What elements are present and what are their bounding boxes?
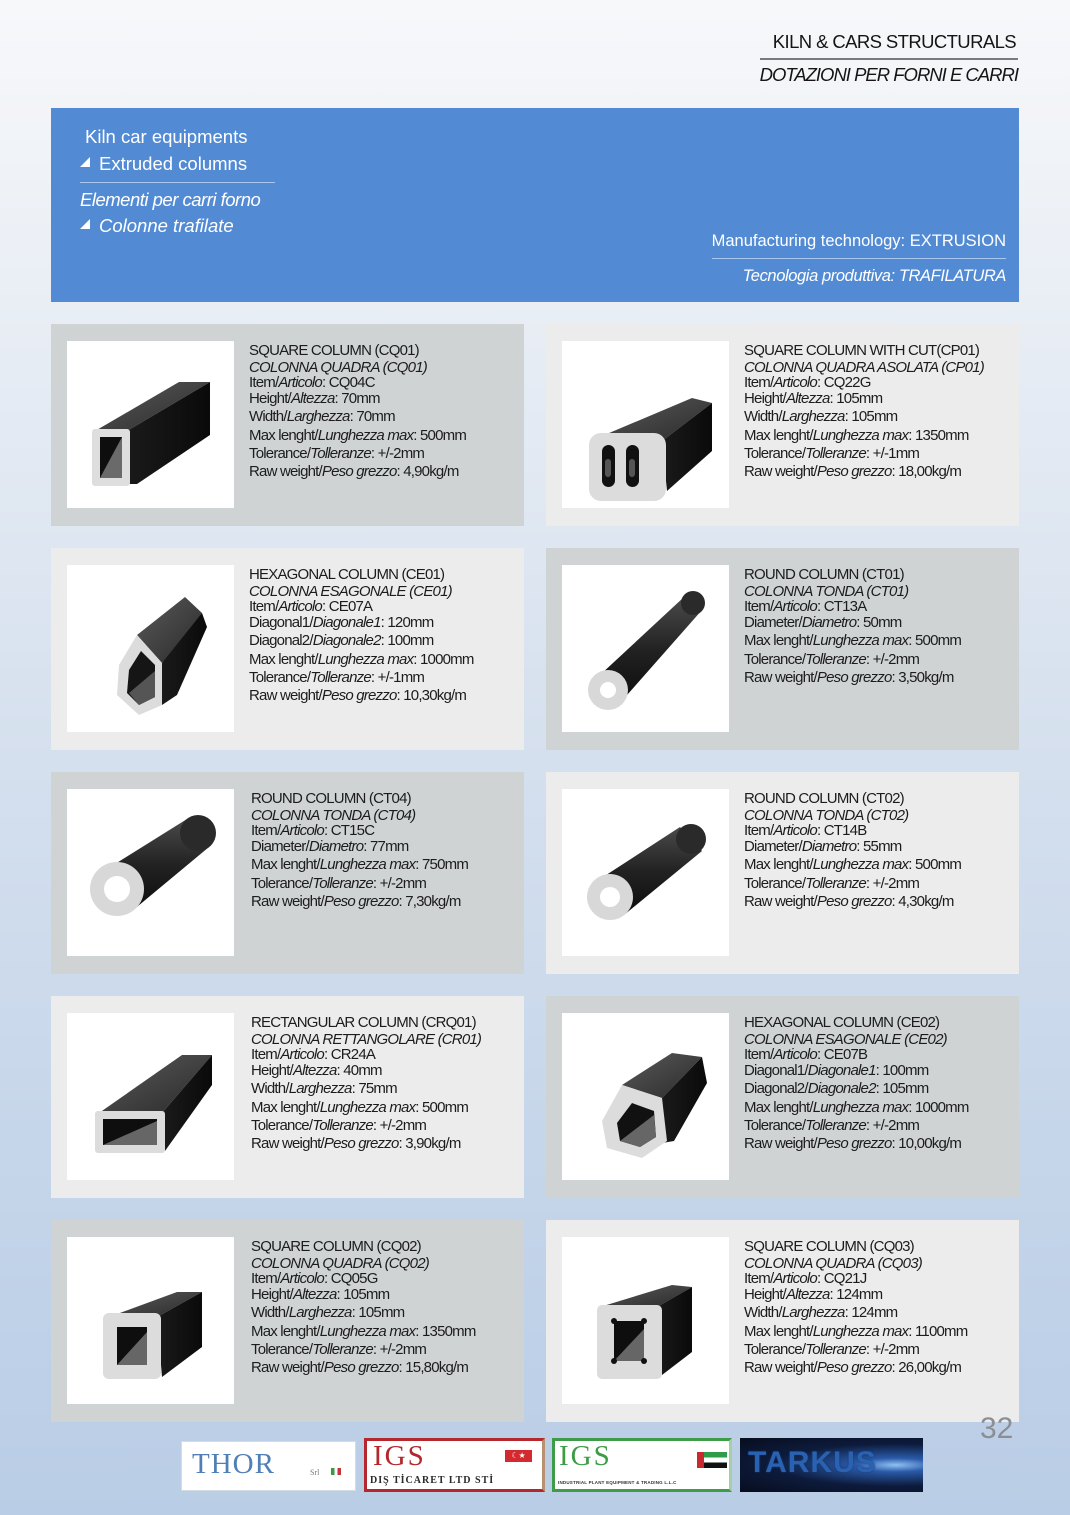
product-card: SQUARE COLUMN (CQ02) COLONNA QUADRA (CQ02) Item/Articolo: CQ05G Height/Altezza: 105mm Width/Larghezza: 105mm Max lenght/Lunghezza max: 1350mm Tolerance/Tolleranze: +/-2mm Raw weight/Peso grezzo: 15,80kg/m: [51, 1220, 524, 1422]
section-subtitle: DOTAZIONI PER FORNI E CARRI: [759, 64, 1018, 85]
product-name-it: COLONNA ESAGONALE (CE01): [249, 583, 452, 601]
product-name-en: RECTANGULAR COLUMN (CRQ01): [251, 1014, 476, 1031]
hexagonal-tube-icon: [562, 1013, 729, 1180]
subcategory-en: Extruded columns: [99, 153, 248, 174]
product-name-en: ROUND COLUMN (CT01): [744, 566, 904, 583]
triangle-bullet-icon: [80, 157, 90, 167]
product-name-en: ROUND COLUMN (CT02): [744, 790, 904, 807]
product-name-it: COLONNA TONDA (CT04): [251, 807, 416, 825]
product-name-it: COLONNA QUADRA (CQ03): [744, 1255, 922, 1273]
product-name-it: COLONNA QUADRA ASOLATA (CP01): [744, 359, 984, 377]
product-card: RECTANGULAR COLUMN (CRQ01) COLONNA RETTANGOLARE (CR01) Item/Articolo: CR24A Height/Altezza: 40mm Width/Larghezza: 75mm Max lenght/Lunghezza max: 500mm Tolerance/Tolleranze: +/-2mm Raw weight/Peso grezzo: 3,90kg/m: [51, 996, 524, 1198]
turkey-flag-icon: ☾★: [505, 1450, 532, 1462]
tarkus-logo: TARKUS: [740, 1438, 923, 1492]
item-code: CQ21J: [823, 1270, 867, 1288]
round-tube-icon: [67, 789, 234, 956]
italy-flag-icon: [331, 1468, 341, 1475]
round-tube-icon: [562, 789, 729, 956]
item-code: CE07A: [328, 598, 373, 616]
product-card: SQUARE COLUMN (CQ01) COLONNA QUADRA (CQ01) Item/Articolo: CQ04C Height/Altezza: 70mm Width/Larghezza: 70mm Max lenght/Lunghezza max: 500mm Tolerance/Tolleranze: +/-2mm Raw weight/Peso grezzo: 4,90kg/m: [51, 324, 524, 526]
section-title: KILN & CARS STRUCTURALS: [760, 31, 1018, 60]
item-code: CQ05G: [330, 1270, 378, 1288]
product-card: SQUARE COLUMN WITH CUT(CP01) COLONNA QUADRA ASOLATA (CP01) Item/Articolo: CQ22G Height/Altezza: 105mm Width/Larghezza: 105mm Max lenght/Lunghezza max: 1350mm Tolerance/Tolleranze: +/-1mm Raw weight/Peso grezzo: 18,00kg/m: [546, 324, 1019, 526]
rectangular-tube-icon: [67, 1013, 234, 1180]
partner-logos: [0, 1438, 1070, 1493]
square-tube-icon: [67, 341, 234, 508]
item-code: CT13A: [823, 598, 867, 616]
product-card: HEXAGONAL COLUMN (CE01) COLONNA ESAGONALE (CE01) Item/Articolo: CE07A Diagonal1/Diagonale1: 120mm Diagonal2/Diagonale2: 100mm Max lenght/Lunghezza max: 1000mm Tolerance/Tolleranze: +/-1mm Raw weight/Peso grezzo: 10,30kg/m: [51, 548, 524, 750]
product-name-en: SQUARE COLUMN (CQ03): [744, 1238, 914, 1255]
product-name-en: SQUARE COLUMN (CQ02): [251, 1238, 421, 1255]
item-code: CR24A: [330, 1046, 376, 1064]
product-name-it: COLONNA QUADRA (CQ02): [251, 1255, 429, 1273]
technology-it: Tecnologia produttiva: TRAFILATURA: [742, 267, 1006, 285]
product-name-it: COLONNA TONDA (CT01): [744, 583, 909, 601]
product-name-en: HEXAGONAL COLUMN (CE01): [249, 566, 445, 583]
product-name-it: COLONNA TONDA (CT02): [744, 807, 909, 825]
igs-turkey-logo: IGS ☾★ DIŞ TİCARET LTD STİ: [364, 1438, 545, 1492]
product-name-it: COLONNA ESAGONALE (CE02): [744, 1031, 947, 1049]
thor-logo: THOR Srl: [181, 1441, 356, 1491]
item-code: CQ22G: [823, 374, 871, 392]
product-name-it: COLONNA QUADRA (CQ01): [249, 359, 427, 377]
product-card: HEXAGONAL COLUMN (CE02) COLONNA ESAGONALE (CE02) Item/Articolo: CE07B Diagonal1/Diagonale1: 100mm Diagonal2/Diagonale2: 105mm Max lenght/Lunghezza max: 1000mm Tolerance/Tolleranze: +/-2mm Raw weight/Peso grezzo: 10,00kg/m: [546, 996, 1019, 1198]
uae-flag-icon: [697, 1452, 727, 1468]
category-banner: [51, 108, 1019, 302]
slotted-square-tube-icon: [562, 341, 729, 508]
product-card: SQUARE COLUMN (CQ03) COLONNA QUADRA (CQ03) Item/Articolo: CQ21J Height/Altezza: 124mm Width/Larghezza: 124mm Max lenght/Lunghezza max: 1100mm Tolerance/Tolleranze: +/-2mm Raw weight/Peso grezzo: 26,00kg/m: [546, 1220, 1019, 1422]
page-number: 32: [980, 1412, 1014, 1445]
square-tube-icon: [562, 1237, 729, 1404]
item-code: CQ04C: [328, 374, 375, 392]
item-code: CE07B: [823, 1046, 868, 1064]
category-en: Kiln car equipments: [85, 126, 248, 147]
product-card: ROUND COLUMN (CT02) COLONNA TONDA (CT02) Item/Articolo: CT14B Diameter/Diametro: 55mm Max lenght/Lunghezza max: 500mm Tolerance/Tolleranze: +/-2mm Raw weight/Peso grezzo: 4,30kg/m: [546, 772, 1019, 974]
hexagonal-tube-icon: [67, 565, 234, 732]
product-name-it: COLONNA RETTANGOLARE (CR01): [251, 1031, 482, 1049]
triangle-bullet-icon: [80, 219, 90, 229]
category-it: Elementi per carri forno: [80, 189, 261, 210]
product-name-en: SQUARE COLUMN WITH CUT(CP01): [744, 342, 980, 359]
product-name-en: ROUND COLUMN (CT04): [251, 790, 411, 807]
item-code: CT14B: [823, 822, 867, 840]
igs-uae-logo: IGS INDUSTRIAL PLANT EQUIPMENT & TRADING L.L.C: [552, 1438, 732, 1492]
subcategory-it: Colonne trafilate: [99, 215, 234, 236]
product-card: ROUND COLUMN (CT04) COLONNA TONDA (CT04) Item/Articolo: CT15C Diameter/Diametro: 77mm Max lenght/Lunghezza max: 750mm Tolerance/Tolleranze: +/-2mm Raw weight/Peso grezzo: 7,30kg/m: [51, 772, 524, 974]
item-code: CT15C: [330, 822, 375, 840]
product-name-en: HEXAGONAL COLUMN (CE02): [744, 1014, 940, 1031]
square-tube-icon: [67, 1237, 234, 1404]
page-header: [760, 31, 1018, 86]
round-tube-icon: [562, 565, 729, 732]
product-card: ROUND COLUMN (CT01) COLONNA TONDA (CT01) Item/Articolo: CT13A Diameter/Diametro: 50mm Max lenght/Lunghezza max: 500mm Tolerance/Tolleranze: +/-2mm Raw weight/Peso grezzo: 3,50kg/m: [546, 548, 1019, 750]
product-name-en: SQUARE COLUMN (CQ01): [249, 342, 419, 359]
technology-en: Manufacturing technology: EXTRUSION: [712, 232, 1006, 259]
